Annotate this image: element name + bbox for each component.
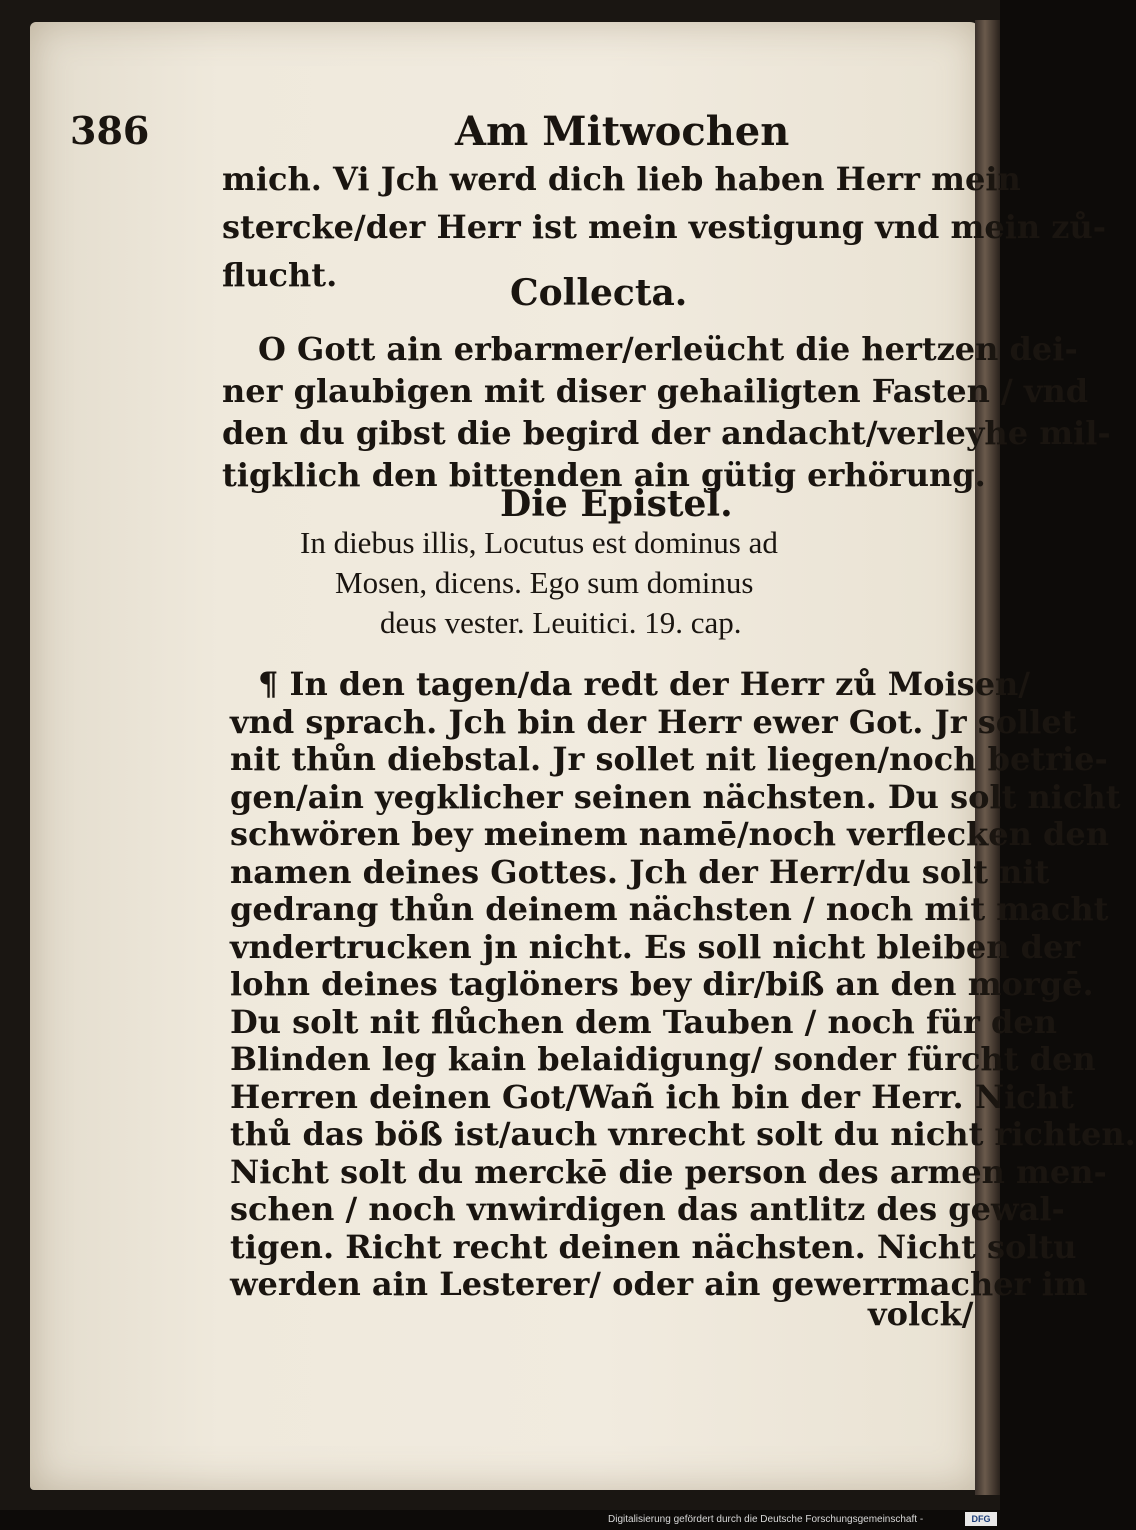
page-number: 386 <box>70 108 150 153</box>
digitization-credit: Digitalisierung gefördert durch die Deutsche Forschungsgemeinschaft - <box>608 1514 924 1525</box>
epistel-line: tigen. Richt recht deinen nächsten. Nicht soltu <box>230 1227 1077 1266</box>
latin-line: Mosen, dicens. Ego sum dominus <box>335 565 754 600</box>
running-head: Am Mitwochen <box>455 108 790 155</box>
collecta-line: den du gibst die begird der andacht/verleyhe mil- <box>222 414 1111 452</box>
collecta-line: tigklich den bittenden ain gütig erhörung. <box>222 456 986 494</box>
text-line: mich. Vi Jch werd dich lieb haben Herr mein <box>222 160 1021 198</box>
text-line: flucht. <box>222 256 338 294</box>
collecta-line: O Gott ain erbarmer/erleücht die hertzen dei- <box>258 330 1078 368</box>
epistel-line: thů das böß ist/auch vnrecht solt du nicht richten. <box>230 1115 1136 1153</box>
epistel-line: Du solt nit flůchen dem Tauben / noch für den <box>230 1002 1057 1041</box>
epistel-line: namen deines Gottes. Jch der Herr/du solt nit <box>230 852 1050 891</box>
epistel-line: gen/ain yegklicher seinen nächsten. Du solt nicht <box>230 777 1121 816</box>
epistel-line: lohn deines taglöners bey dir/biß an den morgē. <box>230 965 1094 1003</box>
text-line: stercke/der Herr ist mein vestigung vnd mein zů- <box>222 208 1106 246</box>
epistel-line: vndertrucken jn nicht. Es soll nicht bleiben der <box>230 927 1081 966</box>
epistel-line: Herren deinen Got/Wañ ich bin der Herr. Nicht <box>230 1077 1074 1116</box>
catchword: volck/ <box>868 1295 974 1333</box>
epistel-line: ¶ In den tagen/da redt der Herr zů Moisen/ <box>258 665 1030 703</box>
epistel-line: schen / noch vnwirdigen das antlitz des gewal- <box>230 1190 1065 1228</box>
epistel-line: vnd sprach. Jch bin der Herr ewer Got. Jr sollet <box>230 702 1077 741</box>
collecta-line: ner glaubigen mit diser gehailigten Fasten / vnd <box>222 372 1089 410</box>
dfg-logo: DFG <box>965 1512 997 1526</box>
epistel-line: werden ain Lesterer/ oder ain gewerrmacher im <box>230 1265 1088 1303</box>
epistel-heading: Die Epistel. <box>500 483 733 525</box>
epistel-line: Blinden leg kain belaidigung/ sonder fürcht den <box>230 1040 1096 1078</box>
epistel-line: Nicht solt du merckē die person des armen men- <box>230 1152 1107 1191</box>
epistel-line: gedrang thůn deinem nächsten / noch mit macht <box>230 890 1109 928</box>
epistel-line: schwören bey meinem namē/noch verflecken den <box>230 815 1110 853</box>
collecta-heading: Collecta. <box>510 272 688 314</box>
latin-line: In diebus illis, Locutus est dominus ad <box>300 525 778 560</box>
epistel-line: nit thůn diebstal. Jr sollet nit liegen/noch betrie- <box>230 740 1108 778</box>
latin-line: deus vester. Leuitici. 19. cap. <box>380 605 742 640</box>
